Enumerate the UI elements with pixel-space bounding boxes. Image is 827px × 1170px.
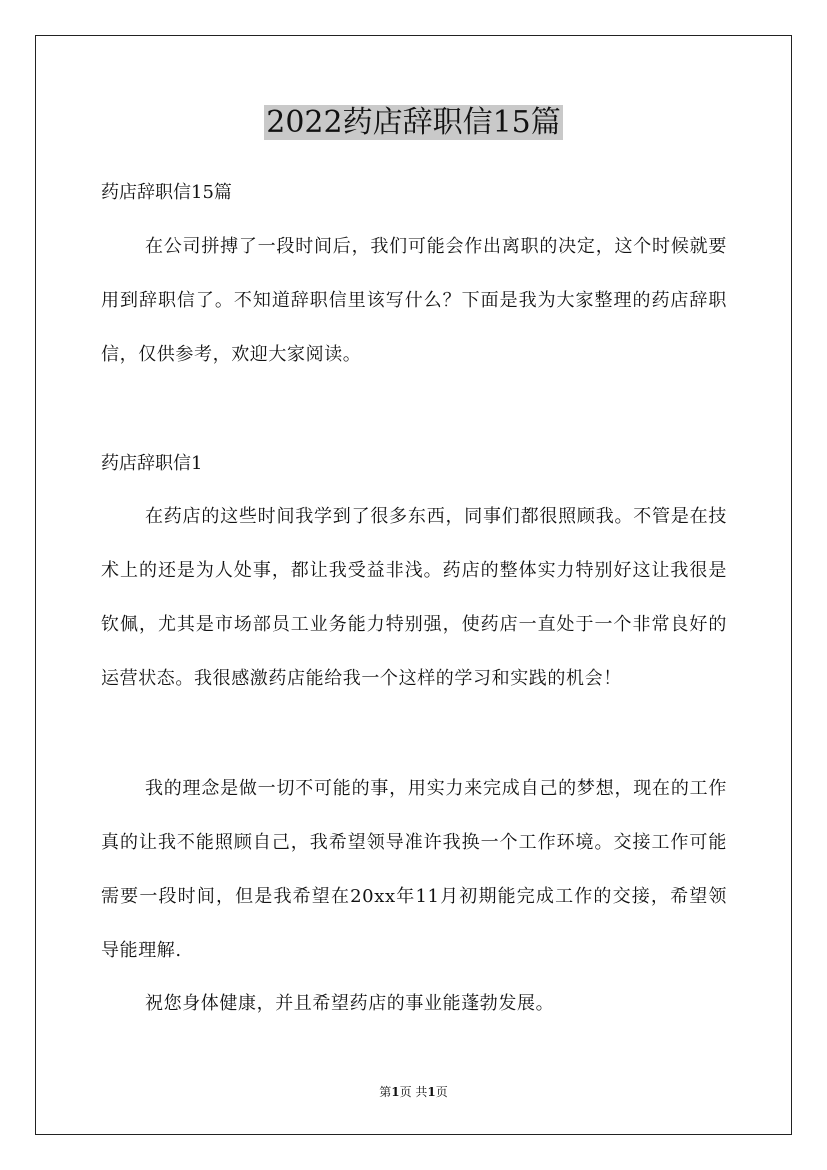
section-heading: 药店辞职信1: [101, 453, 203, 474]
page-footer: [0, 1084, 827, 1100]
body-paragraph-3: 祝您身体健康，并且希望药店的事业能蓬勃发展。: [145, 993, 555, 1014]
footer-page-mid: 页 共: [399, 1085, 428, 1099]
footer-page-suffix: 页: [435, 1085, 448, 1099]
footer-page-current: 1: [391, 1085, 400, 1099]
body-paragraph-1: 在药店的这些时间我学到了很多东西，同事们都很照顾我。不管是在技术上的还是为人处事，都让我受益非浅。药店的整体实力特别好这让我很是钦佩，尤其是市场部员工业务能力特别强，使药店一直处于一个非常良好的运营状态。我很感激药店能给我一个这样的学习和实践的机会！: [101, 506, 727, 689]
document-title-text: 2022药店辞职信15篇: [266, 105, 561, 140]
footer-page-total: 1: [427, 1085, 436, 1099]
footer-page-prefix: 第: [379, 1085, 392, 1099]
document-subtitle: 药店辞职信15篇: [101, 182, 232, 203]
intro-paragraph: 在公司拼搏了一段时间后，我们可能会作出离职的决定，这个时候就要用到辞职信了。不知道辞职信里该写什么？下面是我为大家整理的药店辞职信，仅供参考，欢迎大家阅读。: [101, 236, 727, 365]
document-title: [0, 103, 827, 143]
body-paragraph-2: 我的理念是做一切不可能的事，用实力来完成自己的梦想，现在的工作真的让我不能照顾自己，我希望领导准许我换一个工作环境。交接工作可能需要一段时间，但是我希望在20xx年11月初期能完成工作的交接，希望领导能理解.: [101, 778, 727, 961]
